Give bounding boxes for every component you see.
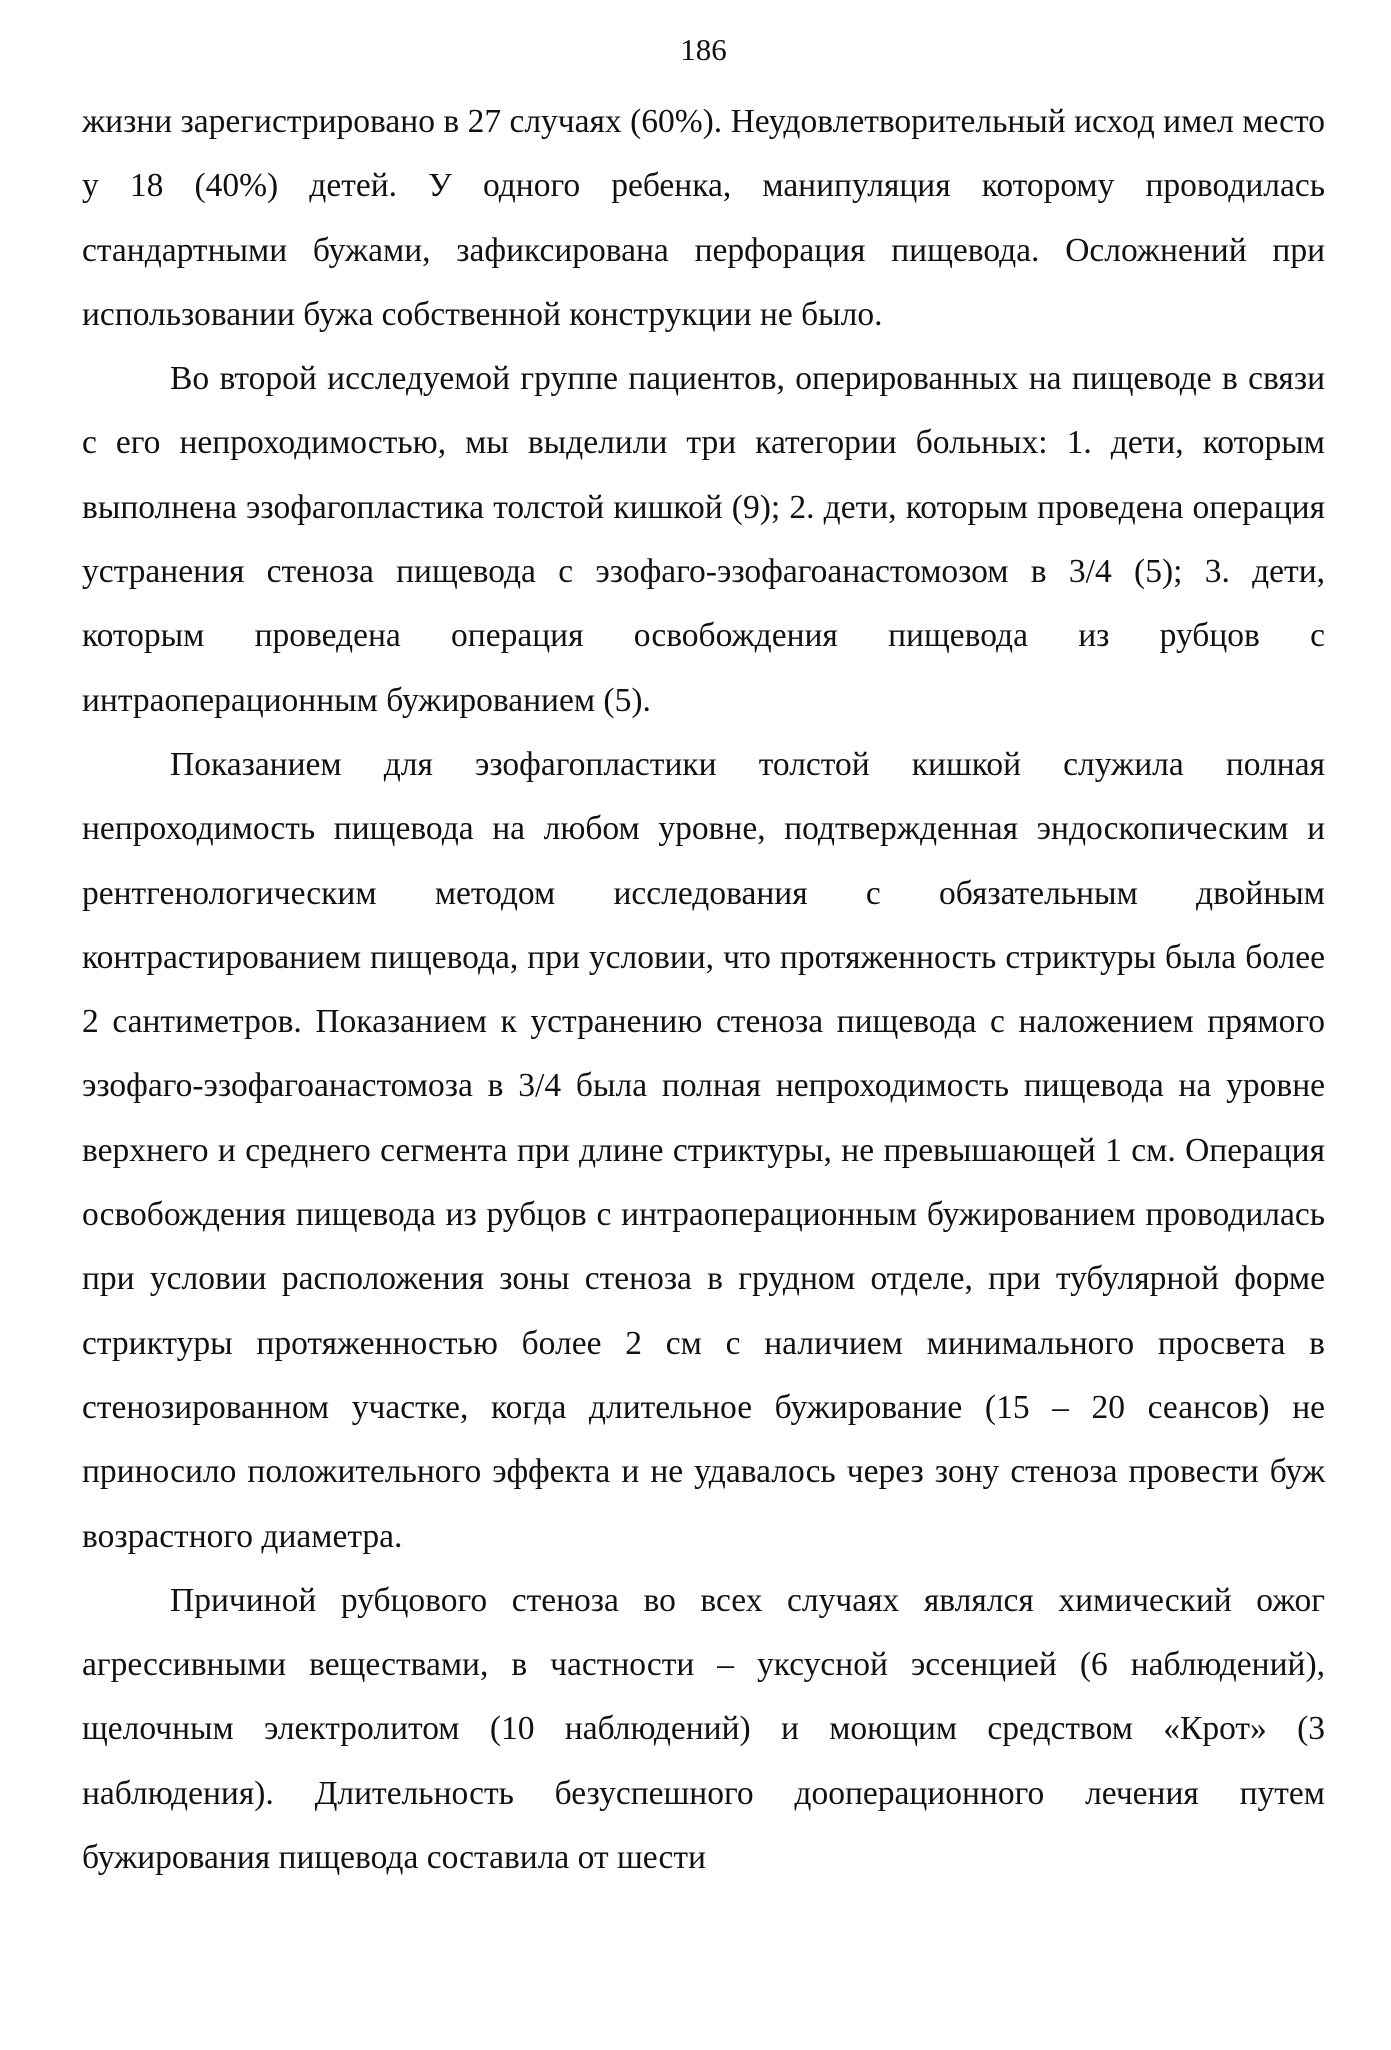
- paragraph-4: Причиной рубцового стеноза во всех случаях являлся химический ожог агрессивными веществами, в частности – уксусной эссенцией (6 наблюдений), щелочным электролитом (10 наблюдений) и моющим средством «Крот» (3 наблюдения). Длительность безуспешного дооперационного лечения путем бужирования пищевода составила от шести: [82, 1581, 1325, 1877]
- paragraph-2: Во второй исследуемой группе пациентов, оперированных на пищеводе в связи с его непроходимостью, мы выделили три категории больных: 1. дети, которым выполнена эзофагопластика толстой кишкой (9); 2. дети, которым проведена операция устранения стеноза пищевода с эзофаго-эзофагоанастомозом в 3/4 (5); 3. дети, которым проведена операция освобождения пищевода из рубцов с интраоперационным бужированием (5).: [82, 360, 1325, 719]
- page-number: 186: [680, 32, 727, 67]
- paragraph-3: Показанием для эзофагопластики толстой кишкой служила полная непроходимость пищевода на любом уровне, подтвержденная эндоскопическим и рентгенологическим методом исследования с обязательным двойным контрастированием пищевода, при условии, что протяженность стриктуры была более 2 сантиметров. Показанием к устранению стеноза пищевода с наложением прямого эзофаго-эзофагоанастомоза в 3/4 была полная непроходимость пищевода на уровне верхнего и среднего сегмента при длине стриктуры, не превышающей 1 см. Операция освобождения пищевода из рубцов с интраоперационным бужированием проводилась при условии расположения зоны стеноза в грудном отделе, при тубулярной форме стриктуры протяженностью более 2 см с наличием минимального просвета в стенозированном участке, когда длительное бужирование (15 – 20 сеансов) не приносило положительного эффекта и не удавалось через зону стеноза провести буж возрастного диаметра.: [82, 745, 1325, 1555]
- paragraph-1: жизни зарегистрировано в 27 случаях (60%). Неудовлетворительный исход имел место у 18 (40%) детей. У одного ребенка, манипуляция которому проводилась стандартными бужами, зафиксирована перфорация пищевода. Осложнений при использовании бужа собственной конструкции не было.: [82, 103, 1325, 333]
- body-text: [82, 90, 1325, 1890]
